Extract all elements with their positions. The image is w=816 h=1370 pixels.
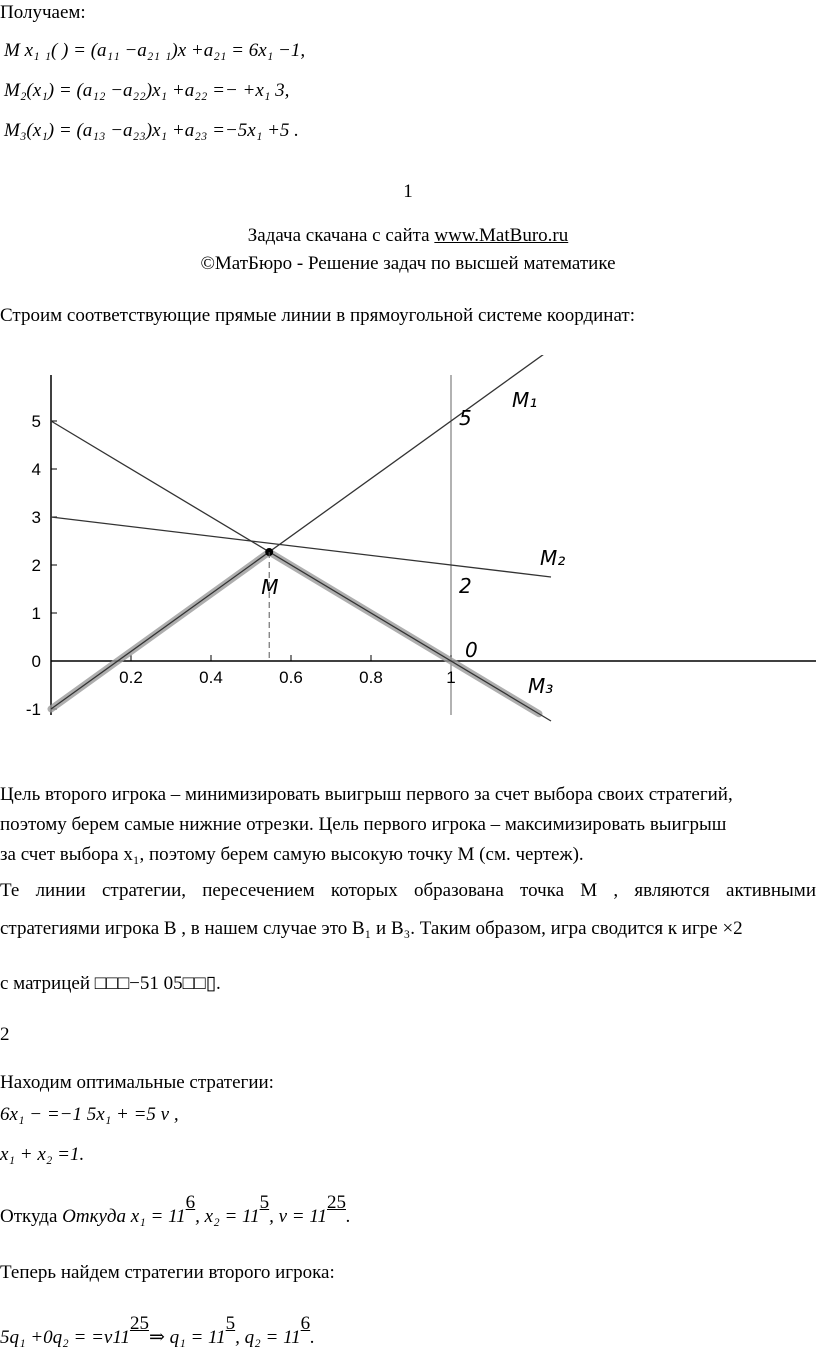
y-tick-label: 5 <box>31 412 41 431</box>
opt-equation-1: 6x₁ − =−1 5x₁ + =5 v , <box>0 1104 179 1125</box>
opt-equation-2: x₁ + x₂ =1. <box>0 1144 85 1165</box>
x-tick-label: 0.6 <box>279 668 303 687</box>
equation-m2: M₂(x₁) = (a₁₂ −a₂₂)x₁ +a₂₂ =− +x₁ 3, <box>4 80 290 101</box>
intro-text: Получаем: <box>0 2 86 23</box>
result-n3: 25 <box>326 1192 346 1213</box>
y-tick-label: 2 <box>31 556 41 575</box>
footer-prefix: Задача скачана с сайта <box>247 225 435 246</box>
result-n2: 5 <box>259 1192 270 1213</box>
opt-intro: Находим оптимальные стратегии: <box>0 1072 274 1093</box>
final-mid1: ⇒ q₁ = 11 <box>148 1327 226 1348</box>
point-m-label: M <box>261 575 279 600</box>
value-at-x1-m3: 0 <box>465 638 478 662</box>
para-line-6: с матрицей □□□−51 05□□▯. <box>0 973 221 994</box>
result-suffix: . <box>345 1206 351 1227</box>
x-tick-label: 0.8 <box>359 668 383 687</box>
series-label-m2: M₂ <box>540 546 566 570</box>
result-n1: 6 <box>185 1192 196 1213</box>
value-at-x1-m2: 2 <box>459 574 472 598</box>
equation-m3: M₃(x₁) = (a₁₃ −a₂₃)x₁ +a₂₃ =−5x₁ +5 . <box>4 120 299 141</box>
final-n1: 25 <box>129 1313 149 1334</box>
second-intro: Теперь найдем стратегии второго игрока: <box>0 1262 335 1283</box>
final-n3: 6 <box>300 1313 311 1334</box>
series-label-m3: M₃ <box>528 674 554 698</box>
series-label-m1: M₁ <box>512 388 538 412</box>
value-at-x1-m1: 5 <box>459 406 472 430</box>
para-line-3: за счет выбора x₁, поэтому берем самую высокую точку M (см. чертеж). <box>0 844 584 865</box>
final-suffix: . <box>310 1327 315 1348</box>
final-line <box>0 1313 315 1349</box>
para-line-5: стратегиями игрока B , в нашем случае это B₁ и B₃. Таким образом, игра сводится к игре ×2 <box>0 918 743 939</box>
y-tick-label: 4 <box>31 460 41 479</box>
final-n2: 5 <box>225 1313 236 1334</box>
equation-m1: M x₁ ₁( ) = (a₁₁ −a₂₁ ₁)x +a₂₁ = 6x₁ −1, <box>4 40 306 61</box>
y-tick-label: 3 <box>31 508 41 527</box>
footer-copyright: ©МатБюро - Решение задач по высшей математике <box>200 253 616 274</box>
result-mid1: , x₂ = 11 <box>195 1206 260 1227</box>
footer-link[interactable]: www.MatBuro.ru <box>434 225 569 246</box>
final-mid2: , q₂ = 11 <box>235 1327 301 1348</box>
result-prefix: Откуда x₁ = 11 <box>62 1206 186 1227</box>
para-line-4: Те линии стратегии, пересечением которых образована точка M , являются активными <box>0 880 816 901</box>
result-line: Откуда Откуда x₁ = 116, x₂ = 115, v = 1125. <box>0 1192 351 1227</box>
x-tick-label: 1 <box>446 668 456 687</box>
x-tick-label: 0.4 <box>199 668 223 687</box>
footer-source <box>0 225 816 247</box>
x-tick-label: 0.2 <box>119 668 143 687</box>
result-mid2: , v = 11 <box>269 1206 327 1227</box>
y-tick-label: 1 <box>31 604 41 623</box>
y-tick-label: 0 <box>31 652 41 671</box>
para-line-1: Цель второго игрока – минимизировать выигрыш первого за счет выбора своих стратегий, <box>0 784 733 805</box>
para-line-2: поэтому берем самые нижние отрезки. Цель первого игрока – максимизировать выигрыш <box>0 814 727 835</box>
y-tick-label: -1 <box>25 700 41 719</box>
final-prefix: 5q₁ +0q₂ = =v11 <box>0 1327 130 1348</box>
strategy-lines-chart <box>0 355 816 755</box>
page-number-2: 2 <box>0 1024 10 1045</box>
plot-intro: Строим соответствующие прямые линии в прямоугольной системе координат: <box>0 305 635 326</box>
page-number: 1 <box>403 181 413 202</box>
